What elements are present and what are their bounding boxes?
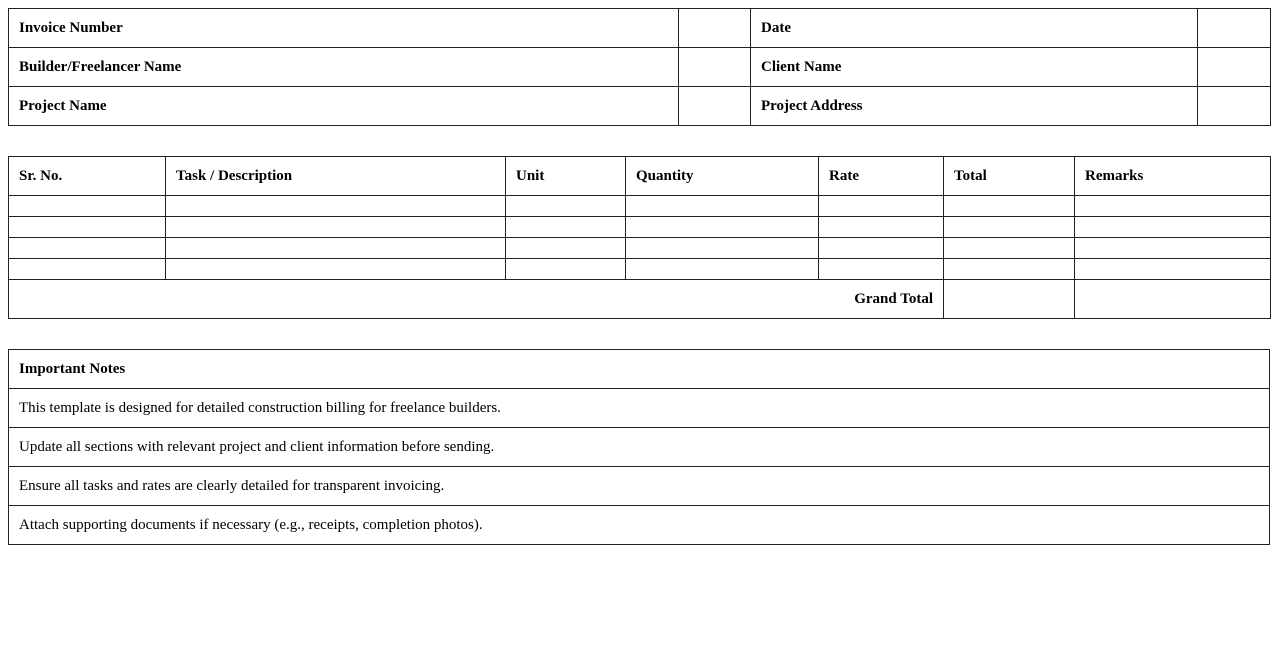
note-item: This template is designed for detailed construction billing for freelance builders.	[9, 389, 1270, 428]
project-name-label: Project Name	[9, 87, 679, 126]
cell-rate[interactable]	[819, 217, 944, 238]
grand-total-remarks[interactable]	[1075, 280, 1271, 319]
table-row	[9, 217, 1271, 238]
cell-task[interactable]	[166, 217, 506, 238]
cell-quantity[interactable]	[626, 217, 819, 238]
column-header-quantity: Quantity	[626, 157, 819, 196]
note-item: Attach supporting documents if necessary (e.g., receipts, completion photos).	[9, 506, 1270, 545]
cell-sr-no[interactable]	[9, 196, 166, 217]
invoice-header-table	[8, 8, 1271, 126]
project-address-value[interactable]	[1198, 87, 1271, 126]
cell-quantity[interactable]	[626, 196, 819, 217]
cell-total[interactable]	[944, 259, 1075, 280]
notes-title: Important Notes	[9, 350, 1270, 389]
cell-rate[interactable]	[819, 259, 944, 280]
header-row-project-name	[9, 87, 1271, 126]
project-address-label: Project Address	[751, 87, 1198, 126]
cell-sr-no[interactable]	[9, 259, 166, 280]
grand-total-label: Grand Total	[9, 280, 944, 319]
builder-name-value[interactable]	[679, 48, 751, 87]
note-row	[9, 467, 1270, 506]
cell-unit[interactable]	[506, 259, 626, 280]
cell-remarks[interactable]	[1075, 196, 1271, 217]
note-row	[9, 506, 1270, 545]
cell-rate[interactable]	[819, 196, 944, 217]
column-header-total: Total	[944, 157, 1075, 196]
cell-unit[interactable]	[506, 217, 626, 238]
cell-task[interactable]	[166, 238, 506, 259]
note-item: Update all sections with relevant project and client information before sending.	[9, 428, 1270, 467]
column-header-rate: Rate	[819, 157, 944, 196]
cell-quantity[interactable]	[626, 259, 819, 280]
cell-sr-no[interactable]	[9, 238, 166, 259]
project-name-value[interactable]	[679, 87, 751, 126]
notes-header-row	[9, 350, 1270, 389]
table-row	[9, 259, 1271, 280]
column-header-sr-no: Sr. No.	[9, 157, 166, 196]
grand-total-value[interactable]	[944, 280, 1075, 319]
date-value[interactable]	[1198, 9, 1271, 48]
cell-unit[interactable]	[506, 238, 626, 259]
cell-total[interactable]	[944, 196, 1075, 217]
note-item: Ensure all tasks and rates are clearly detailed for transparent invoicing.	[9, 467, 1270, 506]
column-header-remarks: Remarks	[1075, 157, 1271, 196]
cell-unit[interactable]	[506, 196, 626, 217]
notes-table	[8, 349, 1270, 545]
cell-quantity[interactable]	[626, 238, 819, 259]
column-header-unit: Unit	[506, 157, 626, 196]
cell-task[interactable]	[166, 259, 506, 280]
grand-total-row	[9, 280, 1271, 319]
invoice-number-label: Invoice Number	[9, 9, 679, 48]
client-name-label: Client Name	[751, 48, 1198, 87]
cell-total[interactable]	[944, 238, 1075, 259]
cell-task[interactable]	[166, 196, 506, 217]
header-row-builder-name	[9, 48, 1271, 87]
line-items-header-row	[9, 157, 1271, 196]
cell-sr-no[interactable]	[9, 217, 166, 238]
date-label: Date	[751, 9, 1198, 48]
cell-rate[interactable]	[819, 238, 944, 259]
client-name-value[interactable]	[1198, 48, 1271, 87]
note-row	[9, 428, 1270, 467]
header-row-invoice-number	[9, 9, 1271, 48]
column-header-task: Task / Description	[166, 157, 506, 196]
cell-remarks[interactable]	[1075, 238, 1271, 259]
builder-name-label: Builder/Freelancer Name	[9, 48, 679, 87]
table-row	[9, 196, 1271, 217]
invoice-number-value[interactable]	[679, 9, 751, 48]
cell-total[interactable]	[944, 217, 1075, 238]
line-items-table	[8, 156, 1271, 319]
cell-remarks[interactable]	[1075, 259, 1271, 280]
table-row	[9, 238, 1271, 259]
cell-remarks[interactable]	[1075, 217, 1271, 238]
note-row	[9, 389, 1270, 428]
